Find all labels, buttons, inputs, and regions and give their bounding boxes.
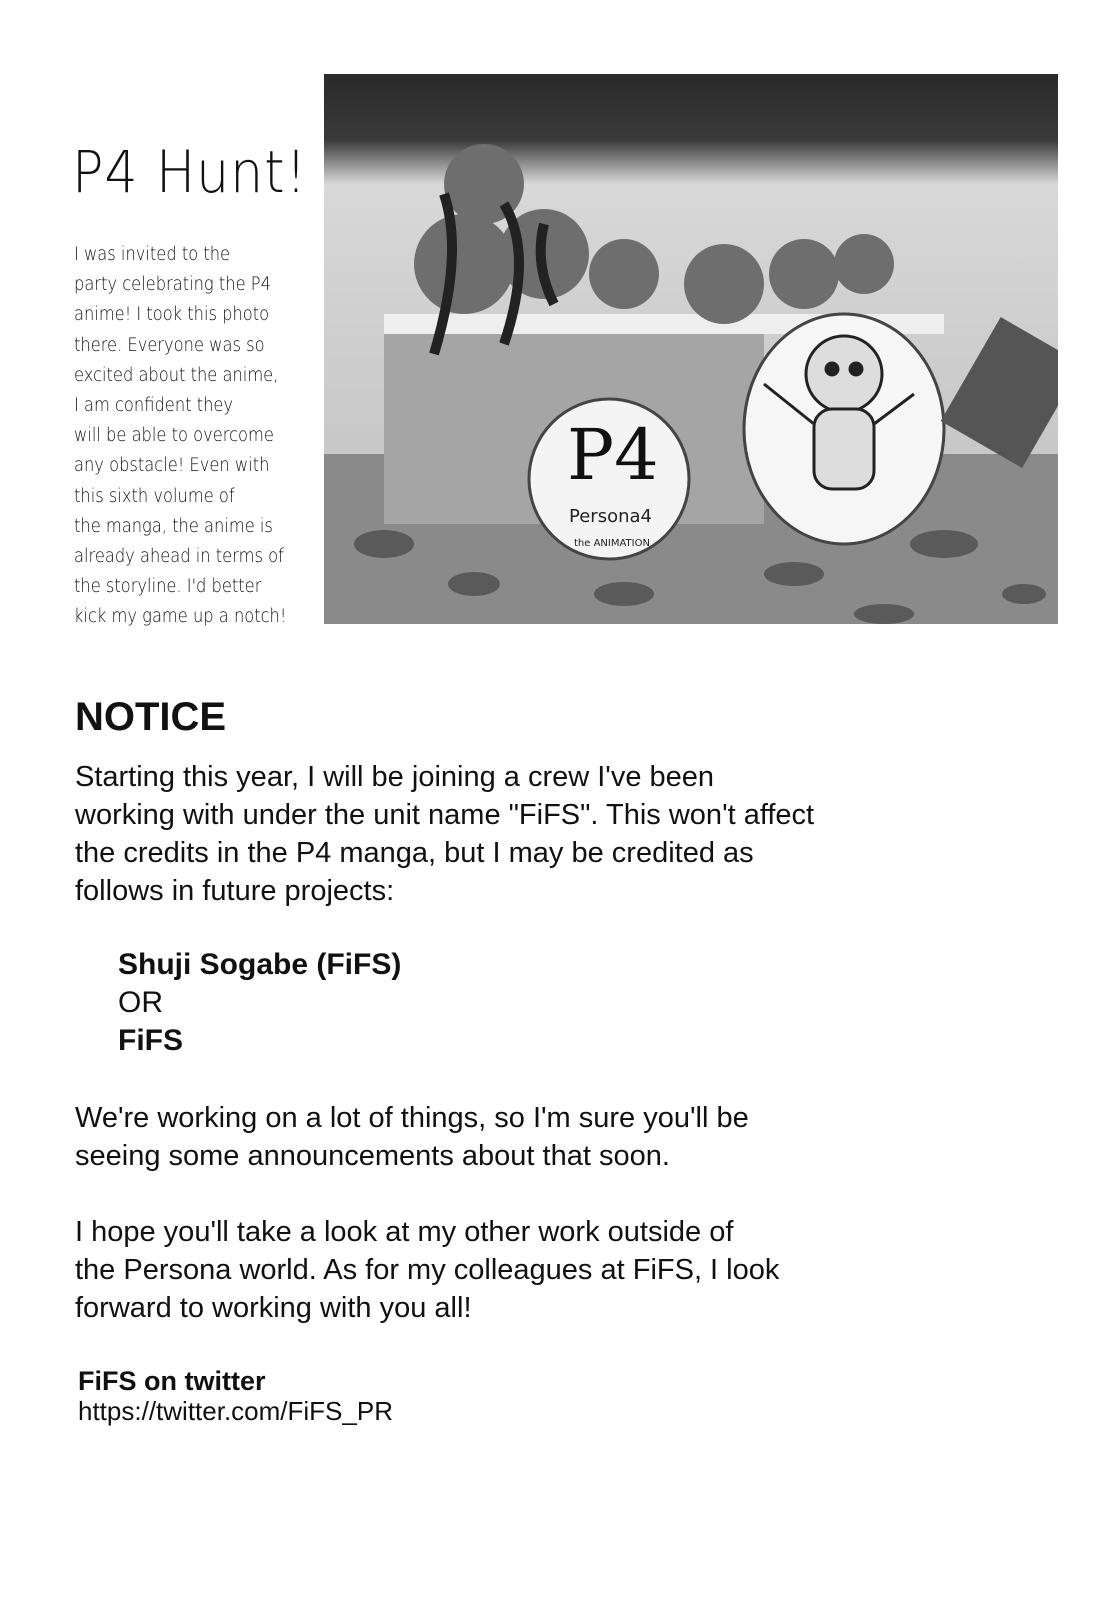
caption-line: the storyline. I'd better — [74, 576, 262, 598]
twitter-url: https://twitter.com/FiFS_PR — [78, 1396, 393, 1426]
p4-logo: P4 — [567, 414, 659, 496]
credit-name-unit: FiFS — [118, 1024, 183, 1057]
text-line: working with under the unit name "FiFS". This won't affect — [75, 799, 815, 831]
caption-line: kick my game up a notch! — [74, 606, 287, 628]
twitter-info — [78, 1366, 393, 1426]
party-cake-photo — [324, 74, 1058, 624]
notice-paragraph-1 — [75, 758, 814, 910]
twitter-label: FiFS on twitter — [78, 1366, 266, 1396]
text-line: We're working on a lot of things, so I'm sure you'll be — [75, 1102, 749, 1134]
caption-line: I am confident they — [74, 395, 234, 417]
photo-caption — [74, 240, 324, 633]
caption-line: there. Everyone was so — [74, 334, 265, 356]
text-line: I hope you'll take a look at my other work outside of — [75, 1216, 734, 1248]
caption-line: the manga, the anime is — [74, 515, 273, 537]
notice-heading: NOTICE — [75, 695, 227, 739]
caption-line: I was invited to the — [74, 244, 231, 265]
text-line: follows in future projects: — [75, 875, 395, 907]
text-line: forward to working with you all! — [75, 1292, 472, 1324]
credit-or: OR — [118, 986, 163, 1019]
credit-name-full: Shuji Sogabe (FiFS) — [118, 948, 402, 981]
caption-line: this sixth volume of — [74, 485, 235, 507]
caption-line: already ahead in terms of — [74, 546, 284, 568]
text-line: seeing some announcements about that soon. — [75, 1140, 670, 1172]
page-title: P4 Hunt! — [72, 138, 308, 206]
caption-line: party celebrating the P4 — [74, 274, 271, 296]
text-line: Starting this year, I will be joining a crew I've been — [75, 761, 715, 793]
credit-options — [118, 946, 401, 1060]
animation-logo: the ANIMATION — [574, 538, 650, 549]
caption-line: excited about the anime, — [74, 364, 279, 386]
notice-paragraph-3 — [75, 1213, 779, 1327]
caption-line: anime! I took this photo — [74, 304, 270, 326]
text-line: the credits in the P4 manga, but I may be credited as — [75, 837, 754, 869]
text-line: the Persona world. As for my colleagues at FiFS, I look — [75, 1254, 780, 1286]
notice-paragraph-2 — [75, 1099, 749, 1175]
caption-line: will be able to overcome — [74, 425, 274, 447]
persona4-logo: Persona4 — [569, 506, 652, 527]
caption-line: any obstacle! Even with — [74, 455, 270, 477]
